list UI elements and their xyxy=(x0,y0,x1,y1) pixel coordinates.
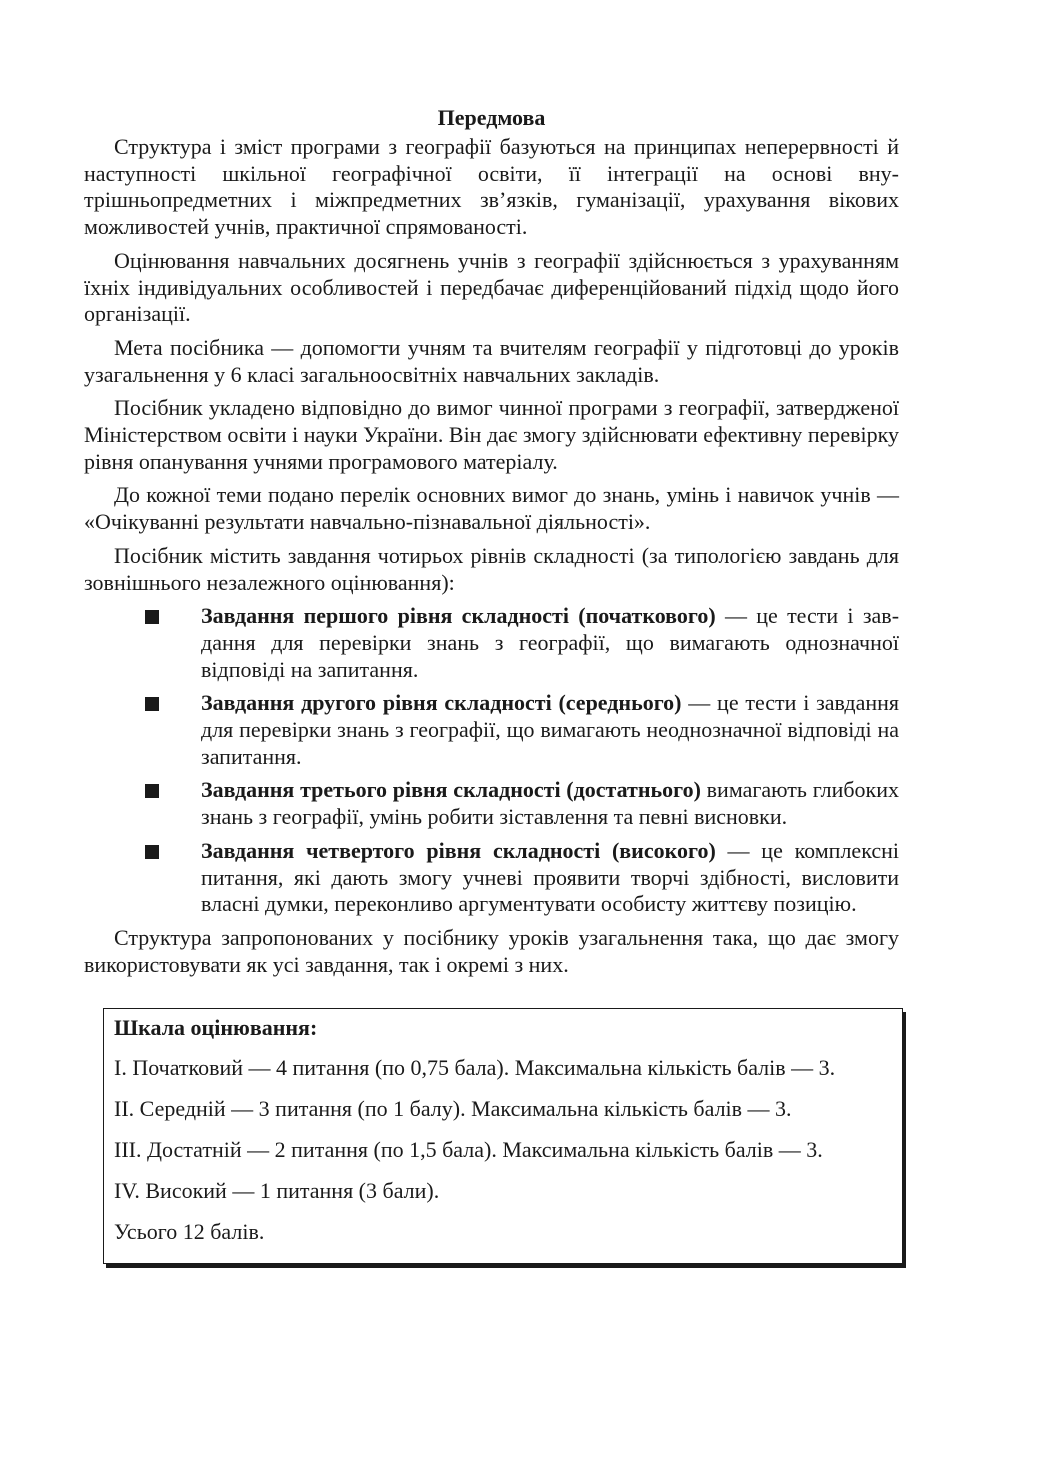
grading-scale-title: Шкала оцінювання: xyxy=(114,1015,318,1040)
level-name: Завдання другого рівня складності (середнього) xyxy=(201,690,682,716)
square-bullet-icon xyxy=(145,845,159,859)
list-item xyxy=(84,838,899,918)
paragraph-1: Структура і зміст програми з географії базуються на принципах неперервності й наступності шкільної географічної освіти, її інтеграції на основі внутрішньопредметних і міжпредметних зв’язків, гуманізації, урахування вікових можливостей учнів, практичної спрямованості. xyxy=(84,134,899,240)
scale-line-initial: І. Початковий — 4 питання (по 0,75 бала). Максимальна кількість балів — 3. xyxy=(114,1055,836,1080)
paragraph-6: Посібник містить завдання чотирьох рівнів складності (за типологією завдань для зовнішнього незалежного оцінювання): xyxy=(84,542,899,595)
square-bullet-icon xyxy=(145,610,159,624)
grading-scale-box xyxy=(103,1008,903,1264)
square-bullet-icon xyxy=(145,784,159,798)
scale-line-intermediate: ІІ. Середній — 3 питання (по 1 балу). Максимальна кількість балів — 3. xyxy=(114,1096,792,1121)
paragraph-4: Посібник укладено відповідно до вимог чинної програми з географії, затвердженої Міністерством освіти і науки України. Він дає змогу здійснювати ефективну перевірку рівня опанування учнями програмового матеріалу. xyxy=(84,395,899,474)
level-name: Завдання першого рівня складності (початкового) xyxy=(201,603,716,629)
document-body xyxy=(84,104,899,985)
level-description: вимагають глибоких знань з географії, умінь робити зіставлення та певні висновки. xyxy=(201,777,900,830)
scale-line-sufficient: ІІІ. Достатній — 2 питання (по 1,5 бала). Максимальна кількість балів — 3. xyxy=(114,1137,823,1162)
list-item xyxy=(84,690,899,770)
paragraph-3: Мета посібника — допомогти учням та вчителям географії у підготовці до уроків узагальнення у 6 класі загальноосвітніх навчальних закладів. xyxy=(84,334,899,387)
square-bullet-icon xyxy=(145,697,159,711)
list-item xyxy=(84,777,899,830)
scale-line-total: Усього 12 балів. xyxy=(114,1219,265,1244)
level-description: — це комплексні питання, які дають змогу учневі проявити творчі здібності, вислoвити власні думки, переконливо аргументувати особисту життєву позицію. xyxy=(201,837,899,917)
page-title: Передмова xyxy=(437,105,546,130)
level-description: — це тести і завдання для перевірки знань з географії, що вимагають неоднозначної відповіді на запитання. xyxy=(201,690,900,769)
paragraph-5: До кожної теми подано перелік основних вимог до знань, умінь і навичок учнів — «Очікуванні результати навчально-пізнавальної діяльності». xyxy=(84,482,899,535)
closing-paragraph: Структура запропонованих у посібнику уроків узагальнення така, що дає змогу використовувати як усі завдання, так і окремі з них. xyxy=(84,924,899,977)
list-item xyxy=(84,603,899,683)
level-name: Завдання третього рівня складності (достатнього) xyxy=(201,777,701,803)
paragraph-2: Оцінювання навчальних досягнень учнів з географії здійснюється з урахуванням їхніх індивідуальних особливостей і передбачає диференційований підхід щодо його організації. xyxy=(84,247,899,327)
scale-line-high: ІV. Високий — 1 питання (3 бали). xyxy=(114,1178,440,1203)
levels-list xyxy=(84,603,899,918)
level-name: Завдання четвертого рівня складності (високого) xyxy=(201,837,716,863)
level-description: — це тести і завдання для перевірки знань з географії, що вимагають однозначної відповіді на запитання. xyxy=(201,603,900,682)
